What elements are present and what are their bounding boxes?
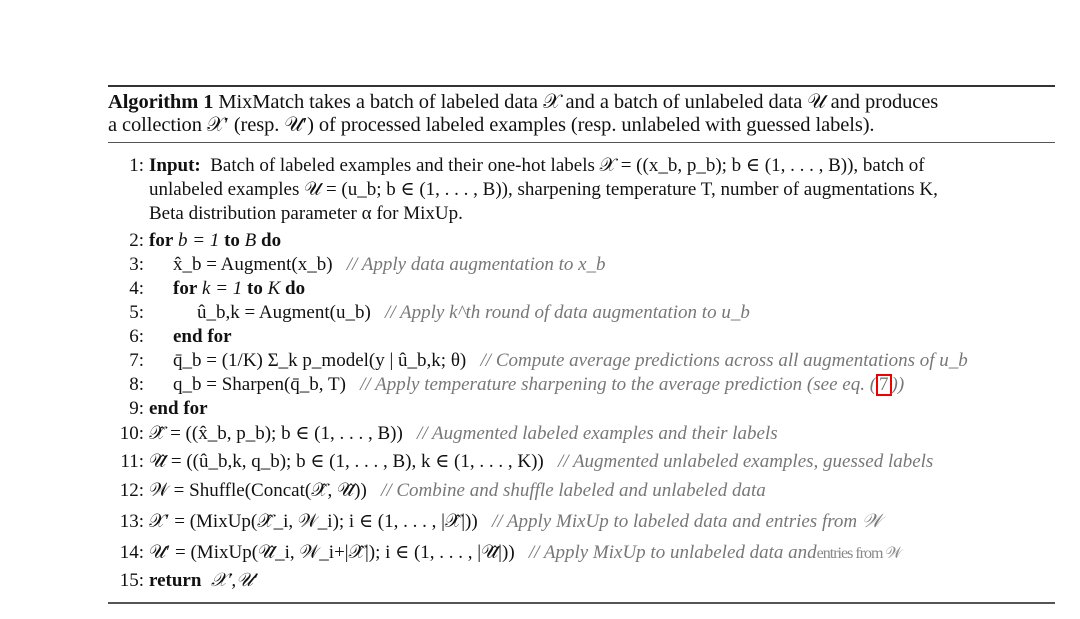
comment: // Apply MixUp to labeled data and entries from 𝒲 xyxy=(491,511,882,532)
comment: // Compute average predictions across all augmentations of u_b xyxy=(480,350,968,371)
comment: // Combine and shuffle labeled and unlabeled data xyxy=(381,480,766,501)
algo-line-9: 9: end for xyxy=(129,398,208,419)
caption-line-1: MixMatch takes a batch of labeled data 𝒳 and a batch of unlabeled data 𝒰 and produces xyxy=(218,91,939,113)
algorithm-block xyxy=(108,85,1055,143)
algo-line-3: 3: x̂_b = Augment(x_b) // Apply data augmentation to x_b xyxy=(129,254,606,275)
equation-reference-link[interactable]: 7 xyxy=(876,374,892,396)
comment: // Apply k^th round of data augmentation to u_b xyxy=(385,302,750,323)
algo-line-1-cont1: unlabeled examples 𝒰 = (u_b; b ∈ (1, . . . , B)), sharpening temperature T, number of augmentations K, xyxy=(149,179,938,200)
algo-line-1-cont2: Beta distribution parameter α for MixUp. xyxy=(149,203,463,224)
algo-line-10: 10: 𝒳̂ = ((x̂_b, p_b); b ∈ (1, . . . , B)) // Augmented labeled examples and their labels xyxy=(119,423,778,444)
comment: // Apply MixUp to unlabeled data and xyxy=(528,542,817,563)
comment: // Apply temperature sharpening to the average prediction (see eq. ( xyxy=(360,374,877,395)
algo-line-4: 4: for k = 1 to K do xyxy=(129,278,306,299)
algo-line-7: 7: q̄_b = (1/K) Σ_k p_model(y | û_b,k; θ) // Compute average predictions across all augmentations of u_b xyxy=(129,350,968,371)
watermark-text: entries from 𝒲 xyxy=(816,545,902,562)
comment: // Augmented labeled examples and their labels xyxy=(417,423,778,444)
algo-line-15: 15: return 𝒳′,𝒰′ xyxy=(119,570,258,591)
bottom-rule xyxy=(108,602,1055,604)
comment: // Apply data augmentation to x_b xyxy=(346,254,606,275)
algo-line-2: 2: for b = 1 to B do xyxy=(129,230,282,251)
comment: // Augmented unlabeled examples, guessed labels xyxy=(557,451,934,472)
algo-line-13: 13: 𝒳′ = (MixUp(𝒳̂_i, 𝒲_i); i ∈ (1, . . . , |𝒳̂|)) // Apply MixUp to labeled data and entries from 𝒲 xyxy=(119,511,882,532)
algo-line-6: 6: end for xyxy=(129,326,232,347)
algo-line-8: 8: q_b = Sharpen(q̄_b, T) // Apply temperature sharpening to the average prediction (see eq. ( 7 )) xyxy=(129,374,905,395)
caption-rule xyxy=(108,142,1055,143)
algorithm-caption xyxy=(108,87,1055,137)
algo-line-12: 12: 𝒲 = Shuffle(Concat(𝒳̂, 𝒰̂)) // Combine and shuffle labeled and unlabeled data xyxy=(119,480,766,501)
algo-line-5: 5: û_b,k = Augment(u_b) // Apply k^th round of data augmentation to u_b xyxy=(129,302,750,323)
algo-line-14: 14: 𝒰′ = (MixUp(𝒰̂_i, 𝒲_i+|𝒳̂|); i ∈ (1, . . . , |𝒰̂|)) // Apply MixUp to unlabeled data andentries from 𝒲 xyxy=(119,542,902,563)
algo-line-1: 1: Input: Batch of labeled examples and their one-hot labels 𝒳 = ((x_b, p_b); b ∈ (1, . . . , B)), batch of xyxy=(129,155,925,176)
caption-line-2: a collection 𝒳′ (resp. 𝒰′) of processed labeled examples (resp. unlabeled with guessed labels). xyxy=(108,114,875,136)
algo-line-11: 11: 𝒰̂ = ((û_b,k, q_b); b ∈ (1, . . . , B), k ∈ (1, . . . , K)) // Augmented unlabeled examples, guessed labels xyxy=(120,451,934,472)
algorithm-label: Algorithm 1 xyxy=(108,91,214,113)
